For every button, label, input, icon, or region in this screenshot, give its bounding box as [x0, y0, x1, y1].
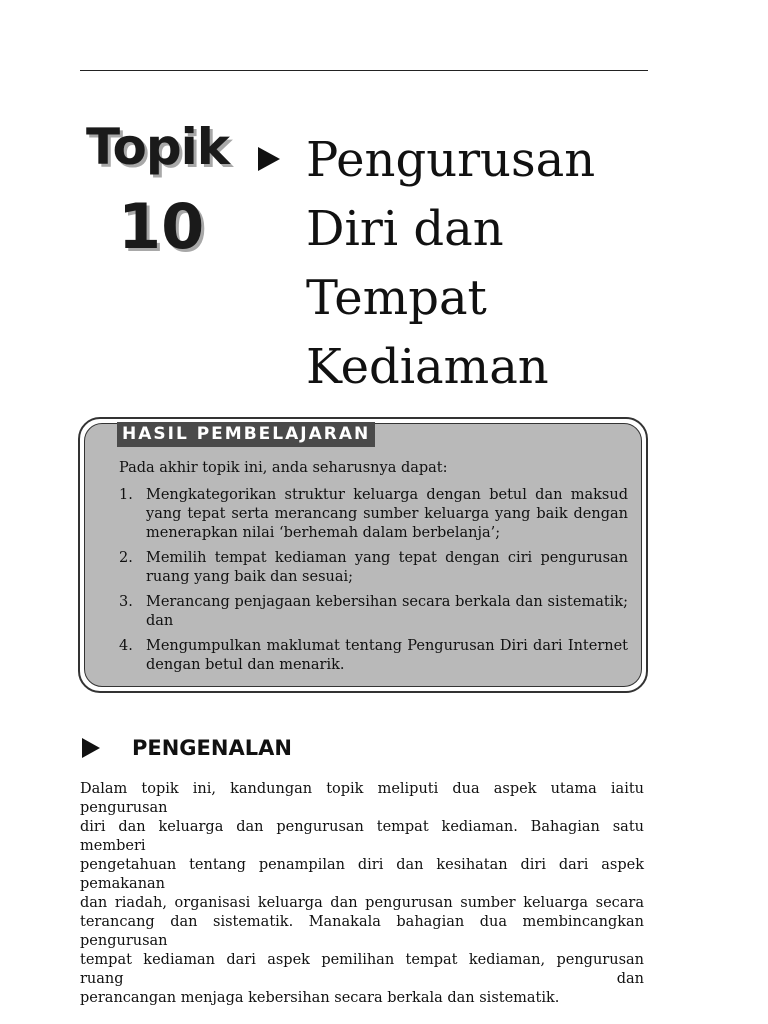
list-item	[119, 637, 628, 675]
play-arrow-icon	[258, 147, 280, 171]
intro-paragraph	[80, 780, 644, 1008]
topic-title	[306, 126, 636, 402]
paragraph-line: diri dan keluarga dan pengurusan tempat kediaman. Bahagian satu memberi	[80, 819, 644, 854]
top-rule	[80, 70, 648, 71]
paragraph-line: terancang dan sistematik. Manakala bahagian dua membincangkan pengurusan	[80, 914, 644, 949]
paragraph-line: tempat kediaman dari aspek pemilihan tempat kediaman, pengurusan ruang dan	[80, 952, 644, 987]
topic-label: Topik	[86, 118, 229, 176]
list-item	[119, 486, 628, 543]
list-item-number: 4.	[119, 638, 133, 654]
topic-title-line: Tempat	[306, 270, 487, 326]
topic-number: 10	[118, 190, 205, 263]
paragraph-line: Dalam topik ini, kandungan topik meliputi dua aspek utama iaitu pengurusan	[80, 781, 644, 816]
section-heading: PENGENALAN	[132, 736, 292, 760]
topic-title-line: Pengurusan	[306, 132, 596, 188]
paragraph-line: dan riadah, organisasi keluarga dan pengurusan sumber keluarga secara	[80, 895, 644, 911]
section-arrow-icon	[82, 738, 100, 758]
list-item	[119, 593, 628, 631]
learning-outcomes-list	[119, 486, 628, 681]
list-item	[119, 549, 628, 587]
list-item-text: Merancang penjagaan kebersihan secara berkala dan sistematik; dan	[146, 594, 628, 629]
list-item-text: Memilih tempat kediaman yang tepat dengan ciri pengurusan ruang yang baik dan sesuai;	[146, 550, 628, 585]
topic-title-line: Diri dan	[306, 201, 504, 257]
list-item-text: Mengkategorikan struktur keluarga dengan betul dan maksud yang tepat serta merancang sumber keluarga yang baik dengan menerapkan nilai ‘berhemah dalam berbelanja’;	[146, 487, 628, 541]
paragraph-line: perancangan menjaga kebersihan secara berkala dan sistematik.	[80, 990, 560, 1006]
list-item-number: 1.	[119, 487, 133, 503]
learning-outcomes-heading: HASIL PEMBELAJARAN	[117, 422, 375, 447]
topic-title-line: Kediaman	[306, 339, 549, 395]
paragraph-line: pengetahuan tentang penampilan diri dan kesihatan diri dari aspek pemakanan	[80, 857, 644, 892]
list-item-text: Mengumpulkan maklumat tentang Pengurusan Diri dari Internet dengan betul dan menarik.	[146, 638, 628, 673]
list-item-number: 3.	[119, 594, 133, 610]
list-item-number: 2.	[119, 550, 133, 566]
learning-outcomes-intro: Pada akhir topik ini, anda seharusnya dapat:	[119, 460, 448, 476]
